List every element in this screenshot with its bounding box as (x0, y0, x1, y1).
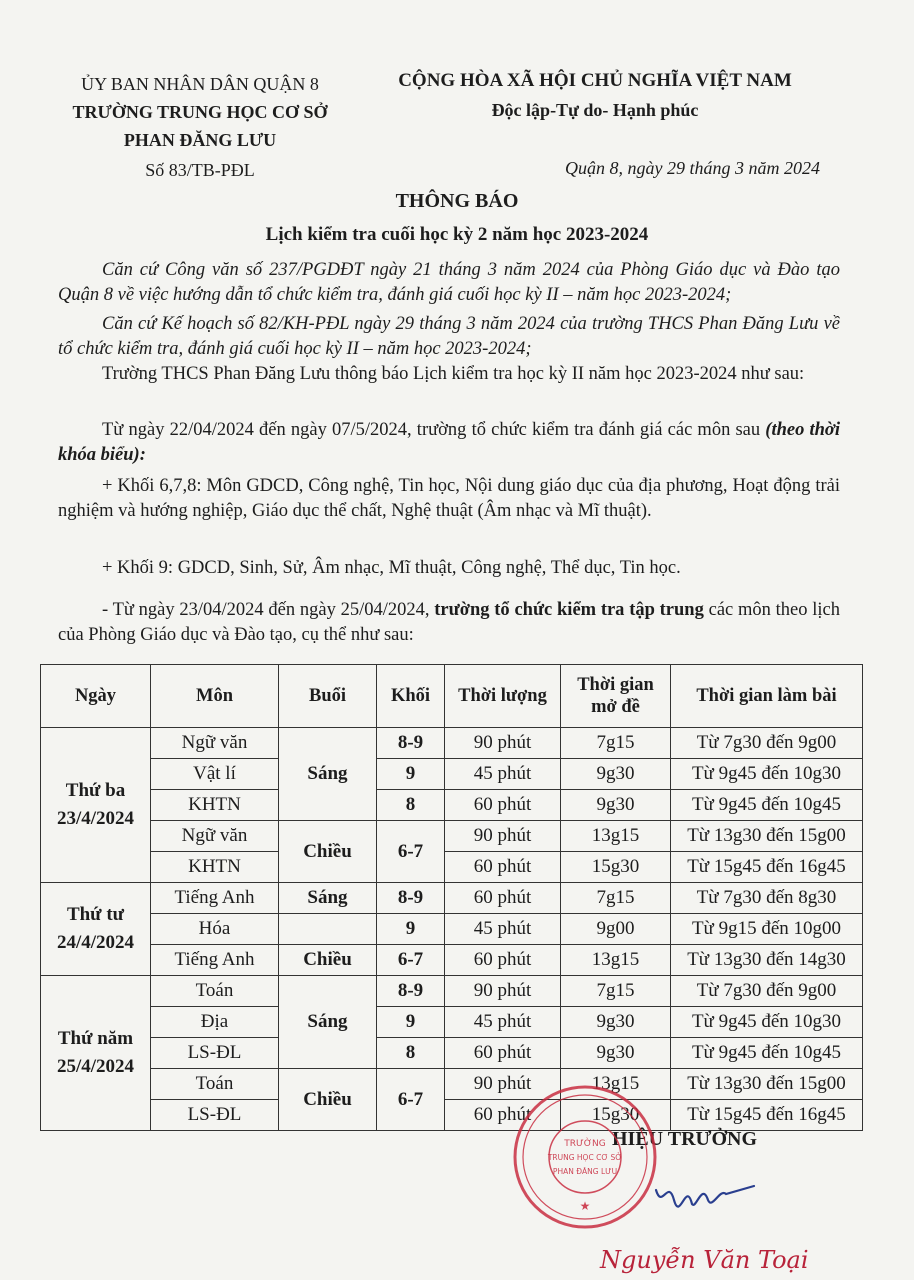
open-time-cell: 9g30 (561, 759, 671, 790)
paragraph-period-2 (58, 598, 840, 648)
session-cell: Sáng (279, 728, 377, 821)
svg-text:★: ★ (579, 1199, 591, 1213)
exam-time-cell: Từ 9g45 đến 10g45 (671, 790, 863, 821)
day-cell (41, 883, 151, 976)
table-header-row (41, 665, 863, 728)
duration-cell: 45 phút (445, 914, 561, 945)
document-date: Quận 8, ngày 29 tháng 3 năm 2024 (565, 158, 820, 178)
grade-cell: 9 (377, 759, 445, 790)
exam-time-cell: Từ 7g30 đến 9g00 (671, 976, 863, 1007)
session-cell (279, 914, 377, 945)
table-row (41, 852, 863, 883)
duration-cell: 60 phút (445, 883, 561, 914)
exam-time-cell: Từ 13g30 đến 15g00 (671, 1069, 863, 1100)
header-day: Ngày (41, 665, 151, 728)
grade-cell: 9 (377, 914, 445, 945)
day-date: 24/4/2024 (56, 932, 135, 953)
signer-title: HIỆU TRƯỞNG (612, 1128, 758, 1150)
document-title: THÔNG BÁO (395, 190, 519, 212)
subject-cell: LS-ĐL (151, 1038, 279, 1069)
grade-cell: 6-7 (377, 1069, 445, 1131)
school-name-line2: PHAN ĐĂNG LƯU (123, 130, 277, 150)
open-time-cell: 7g15 (561, 883, 671, 914)
signer-name: Nguyễn Văn Toại (600, 1246, 809, 1274)
grade-cell: 9 (377, 1007, 445, 1038)
paragraph-text: + Khối 6,7,8: Môn GDCD, Công nghệ, Tin học, Nội dung giáo dục của địa phương, Hoạt động trải nghiệm và hướng nghiệp, Giáo dục thể chất, Nghệ thuật (Âm nhạc và Mĩ thuật). (58, 476, 840, 521)
duration-cell: 60 phút (445, 852, 561, 883)
day-date: 23/4/2024 (56, 808, 135, 829)
table-row (41, 945, 863, 976)
open-time-cell: 13g15 (561, 1069, 671, 1100)
subject-cell: KHTN (151, 790, 279, 821)
subject-cell: Toán (151, 976, 279, 1007)
duration-cell: 90 phút (445, 821, 561, 852)
open-time-cell: 13g15 (561, 945, 671, 976)
subject-cell: Hóa (151, 914, 279, 945)
exam-time-cell: Từ 9g15 đến 10g00 (671, 914, 863, 945)
duration-cell: 90 phút (445, 976, 561, 1007)
svg-text:TRUNG HỌC CƠ SỞ: TRUNG HỌC CƠ SỞ (547, 1153, 623, 1162)
paragraph-grades-678 (58, 474, 840, 524)
open-time-cell: 9g30 (561, 790, 671, 821)
open-time-cell: 7g15 (561, 976, 671, 1007)
subject-cell: Ngữ văn (151, 821, 279, 852)
paragraph-text: Từ ngày 22/04/2024 đến ngày 07/5/2024, trường tổ chức kiểm tra đánh giá các môn sau (102, 420, 761, 440)
exam-time-cell: Từ 13g30 đến 14g30 (671, 945, 863, 976)
paragraph-text: Trường THCS Phan Đăng Lưu thông báo Lịch kiểm tra học kỳ II năm học 2023-2024 như sau: (102, 364, 805, 384)
subject-cell: Ngữ văn (151, 728, 279, 759)
duration-cell: 90 phút (445, 728, 561, 759)
grade-cell: 8-9 (377, 883, 445, 914)
table-row (41, 976, 863, 1007)
paragraph-text: - Từ ngày 23/04/2024 đến ngày 25/04/2024, (102, 600, 430, 620)
subject-cell: Vật lí (151, 759, 279, 790)
exam-time-cell: Từ 9g45 đến 10g30 (671, 1007, 863, 1038)
duration-cell: 90 phút (445, 1069, 561, 1100)
header-grade: Khối (377, 665, 445, 728)
exam-time-cell: Từ 9g45 đến 10g45 (671, 1038, 863, 1069)
paragraph-announcement (58, 362, 840, 387)
table-row (41, 728, 863, 759)
subject-cell: Địa (151, 1007, 279, 1038)
subject-cell: Tiếng Anh (151, 945, 279, 976)
duration-cell: 60 phút (445, 945, 561, 976)
paragraph-text: các môn theo lịch của Phòng Giáo dục và Đào tạo, cụ thể như sau: (58, 600, 841, 645)
svg-text:TRƯỜNG: TRƯỜNG (564, 1139, 606, 1149)
session-cell: Sáng (279, 883, 377, 914)
national-title: CỘNG HÒA XÃ HỘI CHỦ NGHĨA VIỆT NAM (398, 70, 792, 91)
open-time-cell: 7g15 (561, 728, 671, 759)
grade-cell: 8 (377, 1038, 445, 1069)
session-cell: Chiều (279, 821, 377, 883)
table-row (41, 883, 863, 914)
subject-cell: KHTN (151, 852, 279, 883)
day-name: Thứ tư (66, 904, 125, 925)
day-name: Thứ ba (65, 780, 126, 801)
duration-cell: 60 phút (445, 1100, 561, 1131)
svg-text:PHAN ĐĂNG LƯU: PHAN ĐĂNG LƯU (552, 1167, 618, 1176)
table-row (41, 790, 863, 821)
exam-schedule-table (40, 664, 863, 1131)
grade-cell: 8-9 (377, 728, 445, 759)
paragraph-emphasis: trường tổ chức kiểm tra tập trung (434, 600, 704, 620)
day-cell (41, 728, 151, 883)
paragraph-text: Căn cứ Kế hoạch số 82/KH-PĐL ngày 29 tháng 3 năm 2024 của trường THCS Phan Đăng Lưu về tổ chức kiểm tra, đánh giá cuối học kỳ II – năm học 2023-2024; (58, 314, 840, 359)
paragraph-grade-9 (58, 556, 840, 581)
paragraph-legal-basis-2 (58, 312, 840, 362)
table-row (41, 759, 863, 790)
session-cell: Chiều (279, 945, 377, 976)
subject-cell: Tiếng Anh (151, 883, 279, 914)
duration-cell: 45 phút (445, 759, 561, 790)
table-row (41, 1038, 863, 1069)
exam-time-cell: Từ 7g30 đến 9g00 (671, 728, 863, 759)
school-name-line1: TRƯỜNG TRUNG HỌC CƠ SỞ (72, 102, 328, 122)
handwritten-signature (650, 1170, 760, 1218)
exam-time-cell: Từ 15g45 đến 16g45 (671, 852, 863, 883)
open-time-cell: 15g30 (561, 852, 671, 883)
paragraph-text: Căn cứ Công văn số 237/PGDĐT ngày 21 tháng 3 năm 2024 của Phòng Giáo dục và Đào tạo Quận 8 về việc hướng dẫn tổ chức kiểm tra, đánh giá cuối học kỳ II – năm học 2023-2024; (58, 260, 840, 305)
open-time-cell: 9g30 (561, 1007, 671, 1038)
table-row (41, 914, 863, 945)
duration-cell: 60 phút (445, 790, 561, 821)
table-row (41, 821, 863, 852)
header-exam-time: Thời gian làm bài (671, 665, 863, 728)
table-row (41, 1069, 863, 1100)
exam-time-cell: Từ 13g30 đến 15g00 (671, 821, 863, 852)
exam-time-cell: Từ 7g30 đến 8g30 (671, 883, 863, 914)
grade-cell: 6-7 (377, 821, 445, 883)
school-stamp (510, 1082, 660, 1232)
header-subject: Môn (151, 665, 279, 728)
grade-cell: 6-7 (377, 945, 445, 976)
paragraph-text: + Khối 9: GDCD, Sinh, Sử, Âm nhạc, Mĩ thuật, Công nghệ, Thể dục, Tin học. (102, 558, 681, 578)
day-name: Thứ năm (57, 1028, 134, 1049)
open-time-cell: 15g30 (561, 1100, 671, 1131)
day-date: 25/4/2024 (56, 1056, 135, 1077)
paragraph-period-1 (58, 418, 840, 468)
paragraph-emphasis: (theo thời khóa biểu): (58, 420, 840, 465)
subject-cell: Toán (151, 1069, 279, 1100)
header-session: Buổi (279, 665, 377, 728)
national-motto: Độc lập-Tự do- Hạnh phúc (491, 100, 699, 120)
day-cell (41, 976, 151, 1131)
header-duration: Thời lượng (445, 665, 561, 728)
agency-name: ỦY BAN NHÂN DÂN QUẬN 8 (81, 74, 319, 94)
exam-time-cell: Từ 15g45 đến 16g45 (671, 1100, 863, 1131)
document-subtitle: Lịch kiểm tra cuối học kỳ 2 năm học 2023-2024 (265, 224, 649, 245)
session-cell: Chiều (279, 1069, 377, 1131)
open-time-cell: 13g15 (561, 821, 671, 852)
exam-time-cell: Từ 9g45 đến 10g30 (671, 759, 863, 790)
table-row (41, 1007, 863, 1038)
session-cell: Sáng (279, 976, 377, 1069)
open-time-cell: 9g30 (561, 1038, 671, 1069)
document-number: Số 83/TB-PĐL (145, 160, 255, 180)
duration-cell: 45 phút (445, 1007, 561, 1038)
grade-cell: 8 (377, 790, 445, 821)
table-row (41, 1100, 863, 1131)
paragraph-legal-basis-1 (58, 258, 840, 308)
grade-cell: 8-9 (377, 976, 445, 1007)
subject-cell: LS-ĐL (151, 1100, 279, 1131)
open-time-cell: 9g00 (561, 914, 671, 945)
duration-cell: 60 phút (445, 1038, 561, 1069)
header-open-time: Thời gian mở đề (561, 665, 671, 728)
